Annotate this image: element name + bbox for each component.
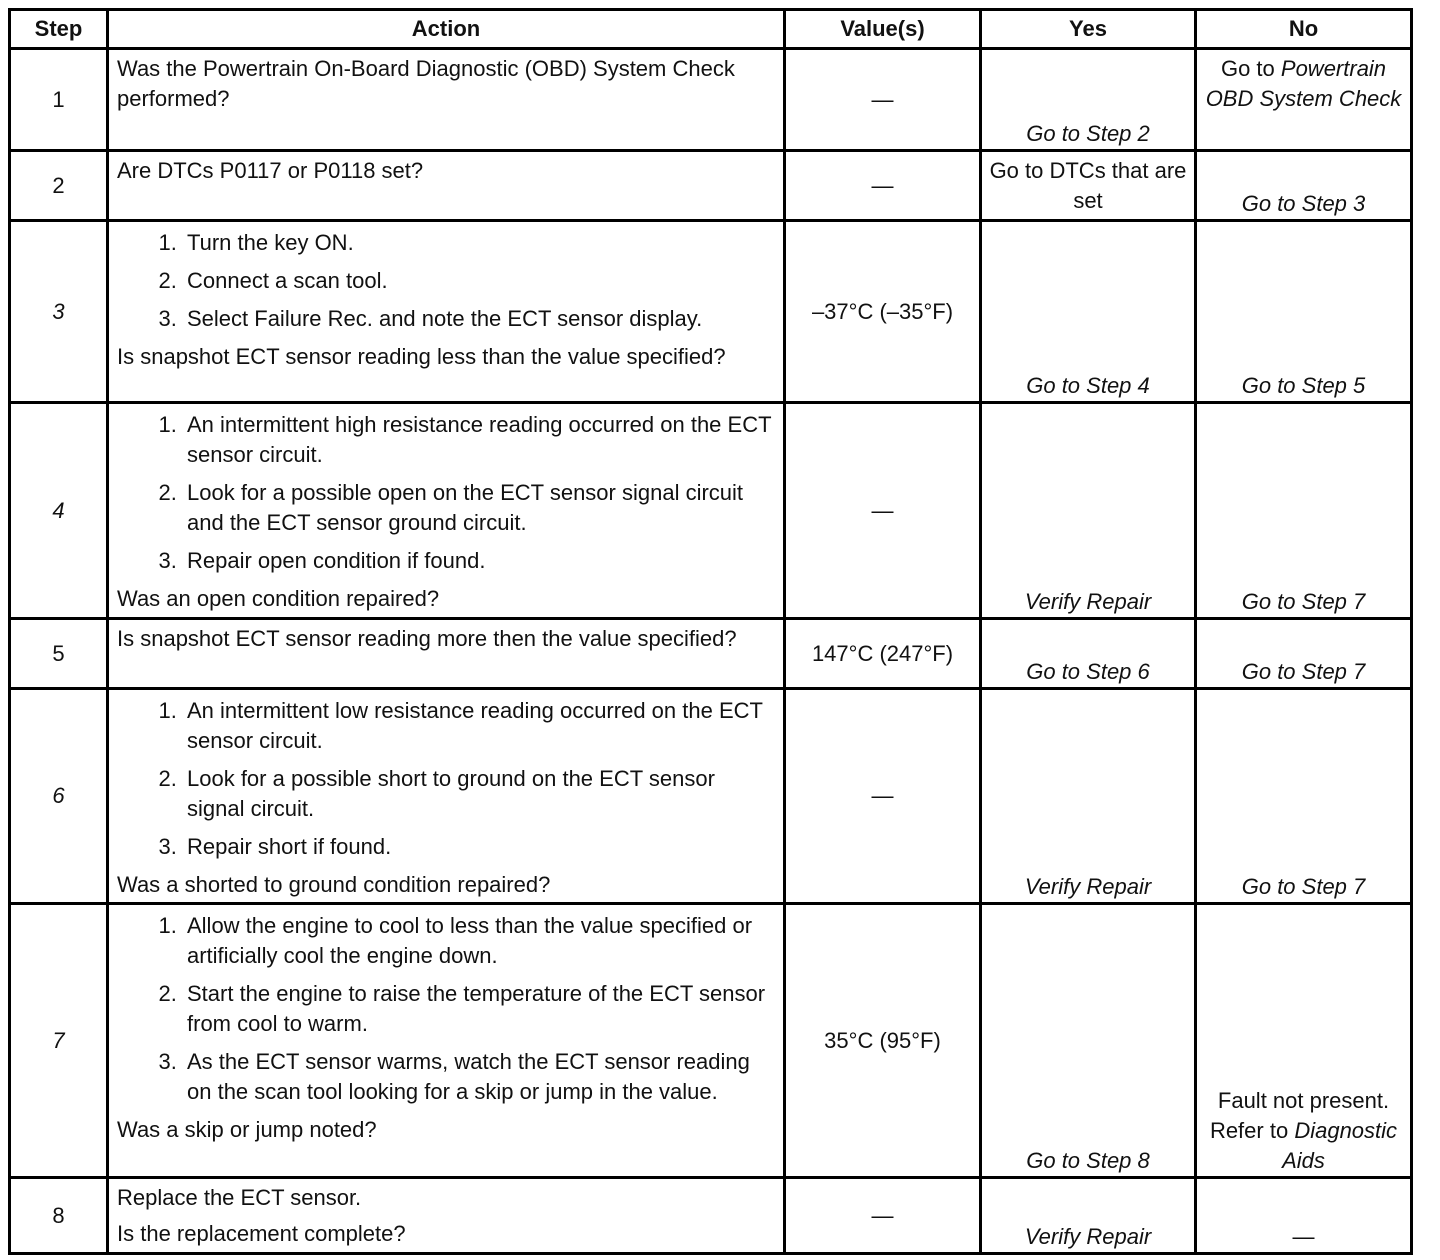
action-question: Was a skip or jump noted?	[117, 1117, 377, 1142]
no-link: Powertrain OBD System Check	[1205, 56, 1402, 111]
step-number: 3	[10, 221, 108, 403]
step-number: 7	[10, 904, 108, 1178]
table-row	[10, 619, 1412, 689]
table-row	[10, 403, 1412, 619]
action-step: 1. An intermittent high resistance reading occurred on the ECT sensor circuit.	[183, 410, 775, 470]
action-question: Was an open condition repaired?	[117, 586, 440, 611]
header-yes: Yes	[981, 10, 1196, 49]
diagnostic-table	[8, 8, 1413, 1255]
value-cell: 35°C (95°F)	[785, 904, 981, 1178]
step-number: 2	[10, 151, 108, 221]
action-step: 3. Repair short if found.	[183, 832, 775, 862]
no-cell: Go to Step 7	[1196, 689, 1412, 904]
action-steps	[117, 696, 775, 862]
action-steps	[117, 410, 775, 576]
table-row	[10, 221, 1412, 403]
yes-cell: Go to Step 6	[981, 619, 1196, 689]
action-cell	[108, 49, 785, 151]
table-row	[10, 49, 1412, 151]
table-row	[10, 904, 1412, 1178]
action-step: 3. As the ECT sensor warms, watch the ECT sensor reading on the scan tool looking for a skip or jump in the value.	[183, 1047, 775, 1107]
action-cell	[108, 151, 785, 221]
action-step: 2. Look for a possible open on the ECT sensor signal circuit and the ECT sensor ground circuit.	[183, 478, 775, 538]
action-instruction: Replace the ECT sensor.	[117, 1185, 362, 1210]
no-prefix: Go to	[1220, 56, 1275, 81]
no-cell: Go to Step 7	[1196, 619, 1412, 689]
header-action: Action	[108, 10, 785, 49]
action-cell	[108, 619, 785, 689]
step-number: 8	[10, 1178, 108, 1254]
step-number: 1	[10, 49, 108, 151]
yes-cell: Go to Step 8	[981, 904, 1196, 1178]
step-number: 6	[10, 689, 108, 904]
action-cell	[108, 221, 785, 403]
action-question: Is the replacement complete?	[117, 1221, 406, 1246]
header-row	[10, 10, 1412, 49]
step-number: 5	[10, 619, 108, 689]
action-step: 2. Connect a scan tool.	[183, 266, 775, 296]
header-no: No	[1196, 10, 1412, 49]
value-cell: —	[785, 49, 981, 151]
value-cell: —	[785, 151, 981, 221]
value-cell: –37°C (–35°F)	[785, 221, 981, 403]
header-step: Step	[10, 10, 108, 49]
action-steps	[117, 228, 775, 334]
action-cell	[108, 403, 785, 619]
action-cell	[108, 689, 785, 904]
yes-cell: Go to DTCs that are set	[981, 151, 1196, 221]
table-row	[10, 689, 1412, 904]
action-cell	[108, 1178, 785, 1254]
table-row	[10, 151, 1412, 221]
no-link: Diagnostic Aids	[1282, 1118, 1398, 1173]
no-cell: —	[1196, 1178, 1412, 1254]
header-values: Value(s)	[785, 10, 981, 49]
action-step: 1. Turn the key ON.	[183, 228, 775, 258]
action-question: Was the Powertrain On-Board Diagnostic (OBD) System Check performed?	[117, 56, 735, 111]
value-cell: —	[785, 689, 981, 904]
no-cell	[1196, 49, 1412, 151]
action-step: 2. Look for a possible short to ground on the ECT sensor signal circuit.	[183, 764, 775, 824]
no-cell: Go to Step 7	[1196, 403, 1412, 619]
no-cell	[1196, 904, 1412, 1178]
action-step: 1. Allow the engine to cool to less than the value specified or artificially cool the engine down.	[183, 911, 775, 971]
action-question: Was a shorted to ground condition repaired?	[117, 872, 551, 897]
action-question: Is snapshot ECT sensor reading less than the value specified?	[117, 344, 726, 369]
action-steps	[117, 911, 775, 1107]
yes-cell: Go to Step 2	[981, 49, 1196, 151]
action-question: Is snapshot ECT sensor reading more then the value specified?	[117, 626, 737, 651]
value-cell: 147°C (247°F)	[785, 619, 981, 689]
step-number: 4	[10, 403, 108, 619]
action-question: Are DTCs P0117 or P0118 set?	[117, 158, 424, 183]
value-cell: —	[785, 403, 981, 619]
yes-cell: Verify Repair	[981, 1178, 1196, 1254]
table-row	[10, 1178, 1412, 1254]
action-step: 2. Start the engine to raise the temperature of the ECT sensor from cool to warm.	[183, 979, 775, 1039]
yes-cell: Verify Repair	[981, 403, 1196, 619]
action-step: 3. Select Failure Rec. and note the ECT sensor display.	[183, 304, 775, 334]
action-step: 1. An intermittent low resistance reading occurred on the ECT sensor circuit.	[183, 696, 775, 756]
action-cell	[108, 904, 785, 1178]
no-prefix: Fault not present. Refer to	[1209, 1088, 1390, 1143]
no-cell: Go to Step 5	[1196, 221, 1412, 403]
no-cell: Go to Step 3	[1196, 151, 1412, 221]
yes-cell: Go to Step 4	[981, 221, 1196, 403]
value-cell: —	[785, 1178, 981, 1254]
yes-cell: Verify Repair	[981, 689, 1196, 904]
action-step: 3. Repair open condition if found.	[183, 546, 775, 576]
